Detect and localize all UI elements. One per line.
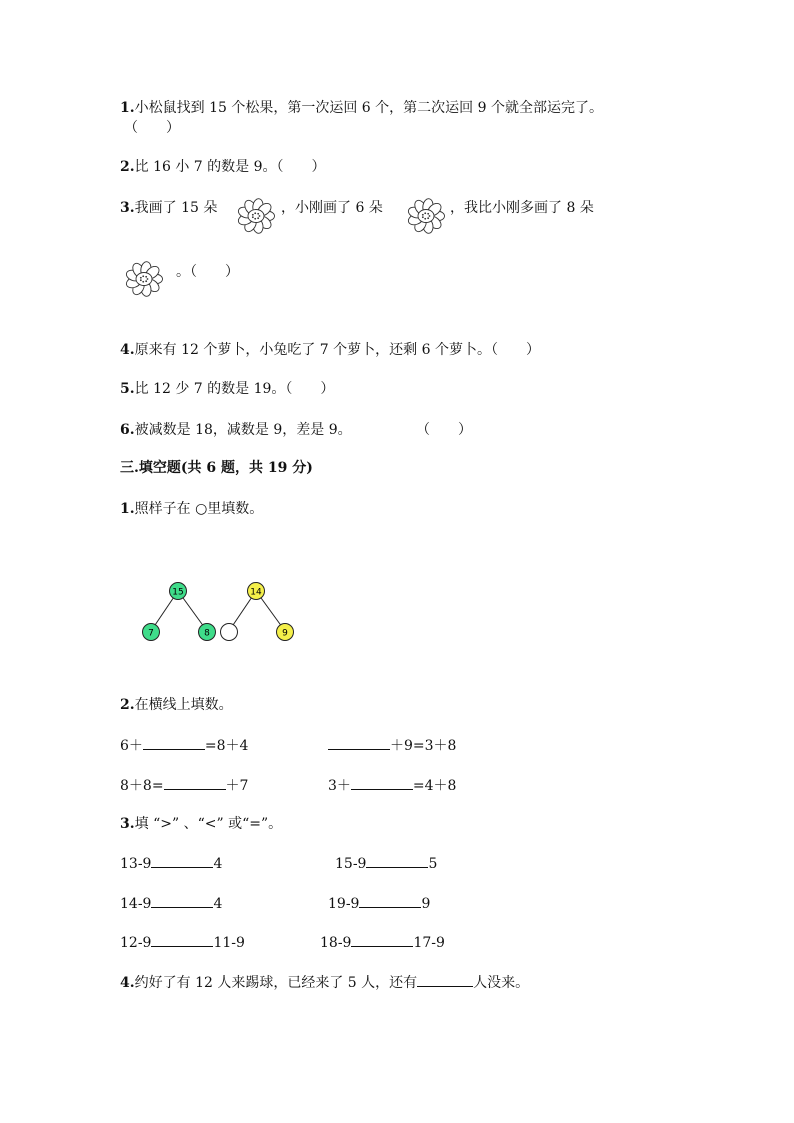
tree-right-bottom-right xyxy=(277,624,294,641)
answer-blank[interactable] xyxy=(151,893,213,908)
judge-q4: 4.原来有 12 个萝卜，小兔吃了 7 个萝卜，还剩 6 个萝卜。（ ） xyxy=(120,342,540,358)
judge-q6-bracket[interactable]: （ ） xyxy=(416,422,472,438)
q3-cmp5: 12-9 11-9 xyxy=(120,932,245,953)
section-title: 三.填空题(共 6 题，共 19 分) xyxy=(120,460,313,476)
svg-text:8: 8 xyxy=(204,628,210,639)
judge-q3: 3.我画了 15 朵 xyxy=(120,200,218,216)
answer-blank[interactable] xyxy=(366,853,428,868)
judge-q3-bracket[interactable]: 。（ ） xyxy=(176,264,239,280)
answer-blank[interactable] xyxy=(328,735,390,750)
judge-q6: 6.被减数是 18，减数是 9，差是 9。 xyxy=(120,422,352,438)
answer-blank[interactable] xyxy=(417,972,473,987)
answer-blank[interactable] xyxy=(143,735,205,750)
tree-right-top xyxy=(248,583,265,600)
answer-blank[interactable] xyxy=(351,932,413,947)
answer-blank[interactable] xyxy=(164,775,226,790)
judge-q5: 5.比 12 少 7 的数是 19。（ ） xyxy=(120,381,335,397)
svg-text:14: 14 xyxy=(250,587,262,598)
answer-blank[interactable] xyxy=(151,853,213,868)
tree-left-bottom-left xyxy=(143,624,160,641)
tree-left-bottom-right xyxy=(199,624,216,641)
number-tree-diagram xyxy=(135,575,305,645)
svg-text:15: 15 xyxy=(172,587,184,598)
fill-q3: 3.填 “>” 、“<” 或“=”。 xyxy=(120,816,283,832)
q2-eq3: 8＋8= ＋7 xyxy=(120,775,248,796)
judge-q1-bracket[interactable]: （ ） xyxy=(124,120,180,136)
judge-q2: 2.比 16 小 7 的数是 9。（ ） xyxy=(120,159,326,175)
tree-right-bottom-left-empty[interactable] xyxy=(221,624,238,641)
q3-cmp6: 18-9 17-9 xyxy=(320,932,445,953)
answer-blank[interactable] xyxy=(359,893,421,908)
q3-cmp4: 19-9 9 xyxy=(328,893,430,914)
q3-cmp3: 14-9 4 xyxy=(120,893,222,914)
answer-blank[interactable] xyxy=(351,775,413,790)
q3-cmp2: 15-9 5 xyxy=(335,853,437,874)
svg-text:9: 9 xyxy=(282,628,288,639)
answer-blank[interactable] xyxy=(151,932,213,947)
judge-q3-part3: ，我比小刚多画了 8 朵 xyxy=(450,200,594,216)
flower-icon xyxy=(234,195,278,235)
q2-eq1: 6＋ =8＋4 xyxy=(120,735,248,756)
fill-q4: 4.约好了有 12 人来踢球，已经来了 5 人，还有 人没来。 xyxy=(120,972,529,993)
q2-eq4: 3＋ =4＋8 xyxy=(328,775,456,796)
flower-icon xyxy=(122,258,166,298)
flower-icon xyxy=(404,195,448,235)
tree-left-top xyxy=(170,583,187,600)
fill-q1: 1.照样子在 ○里填数。 xyxy=(120,501,264,517)
judge-q3-part2: ，小刚画了 6 朵 xyxy=(281,200,383,216)
q3-cmp1: 13-9 4 xyxy=(120,853,222,874)
fill-q2: 2.在横线上填数。 xyxy=(120,697,233,713)
judge-q1: 1.小松鼠找到 15 个松果，第一次运回 6 个，第二次运回 9 个就全部运完了。 xyxy=(120,100,603,116)
q2-eq2: ＋9=3＋8 xyxy=(328,735,456,756)
svg-text:7: 7 xyxy=(148,628,154,639)
